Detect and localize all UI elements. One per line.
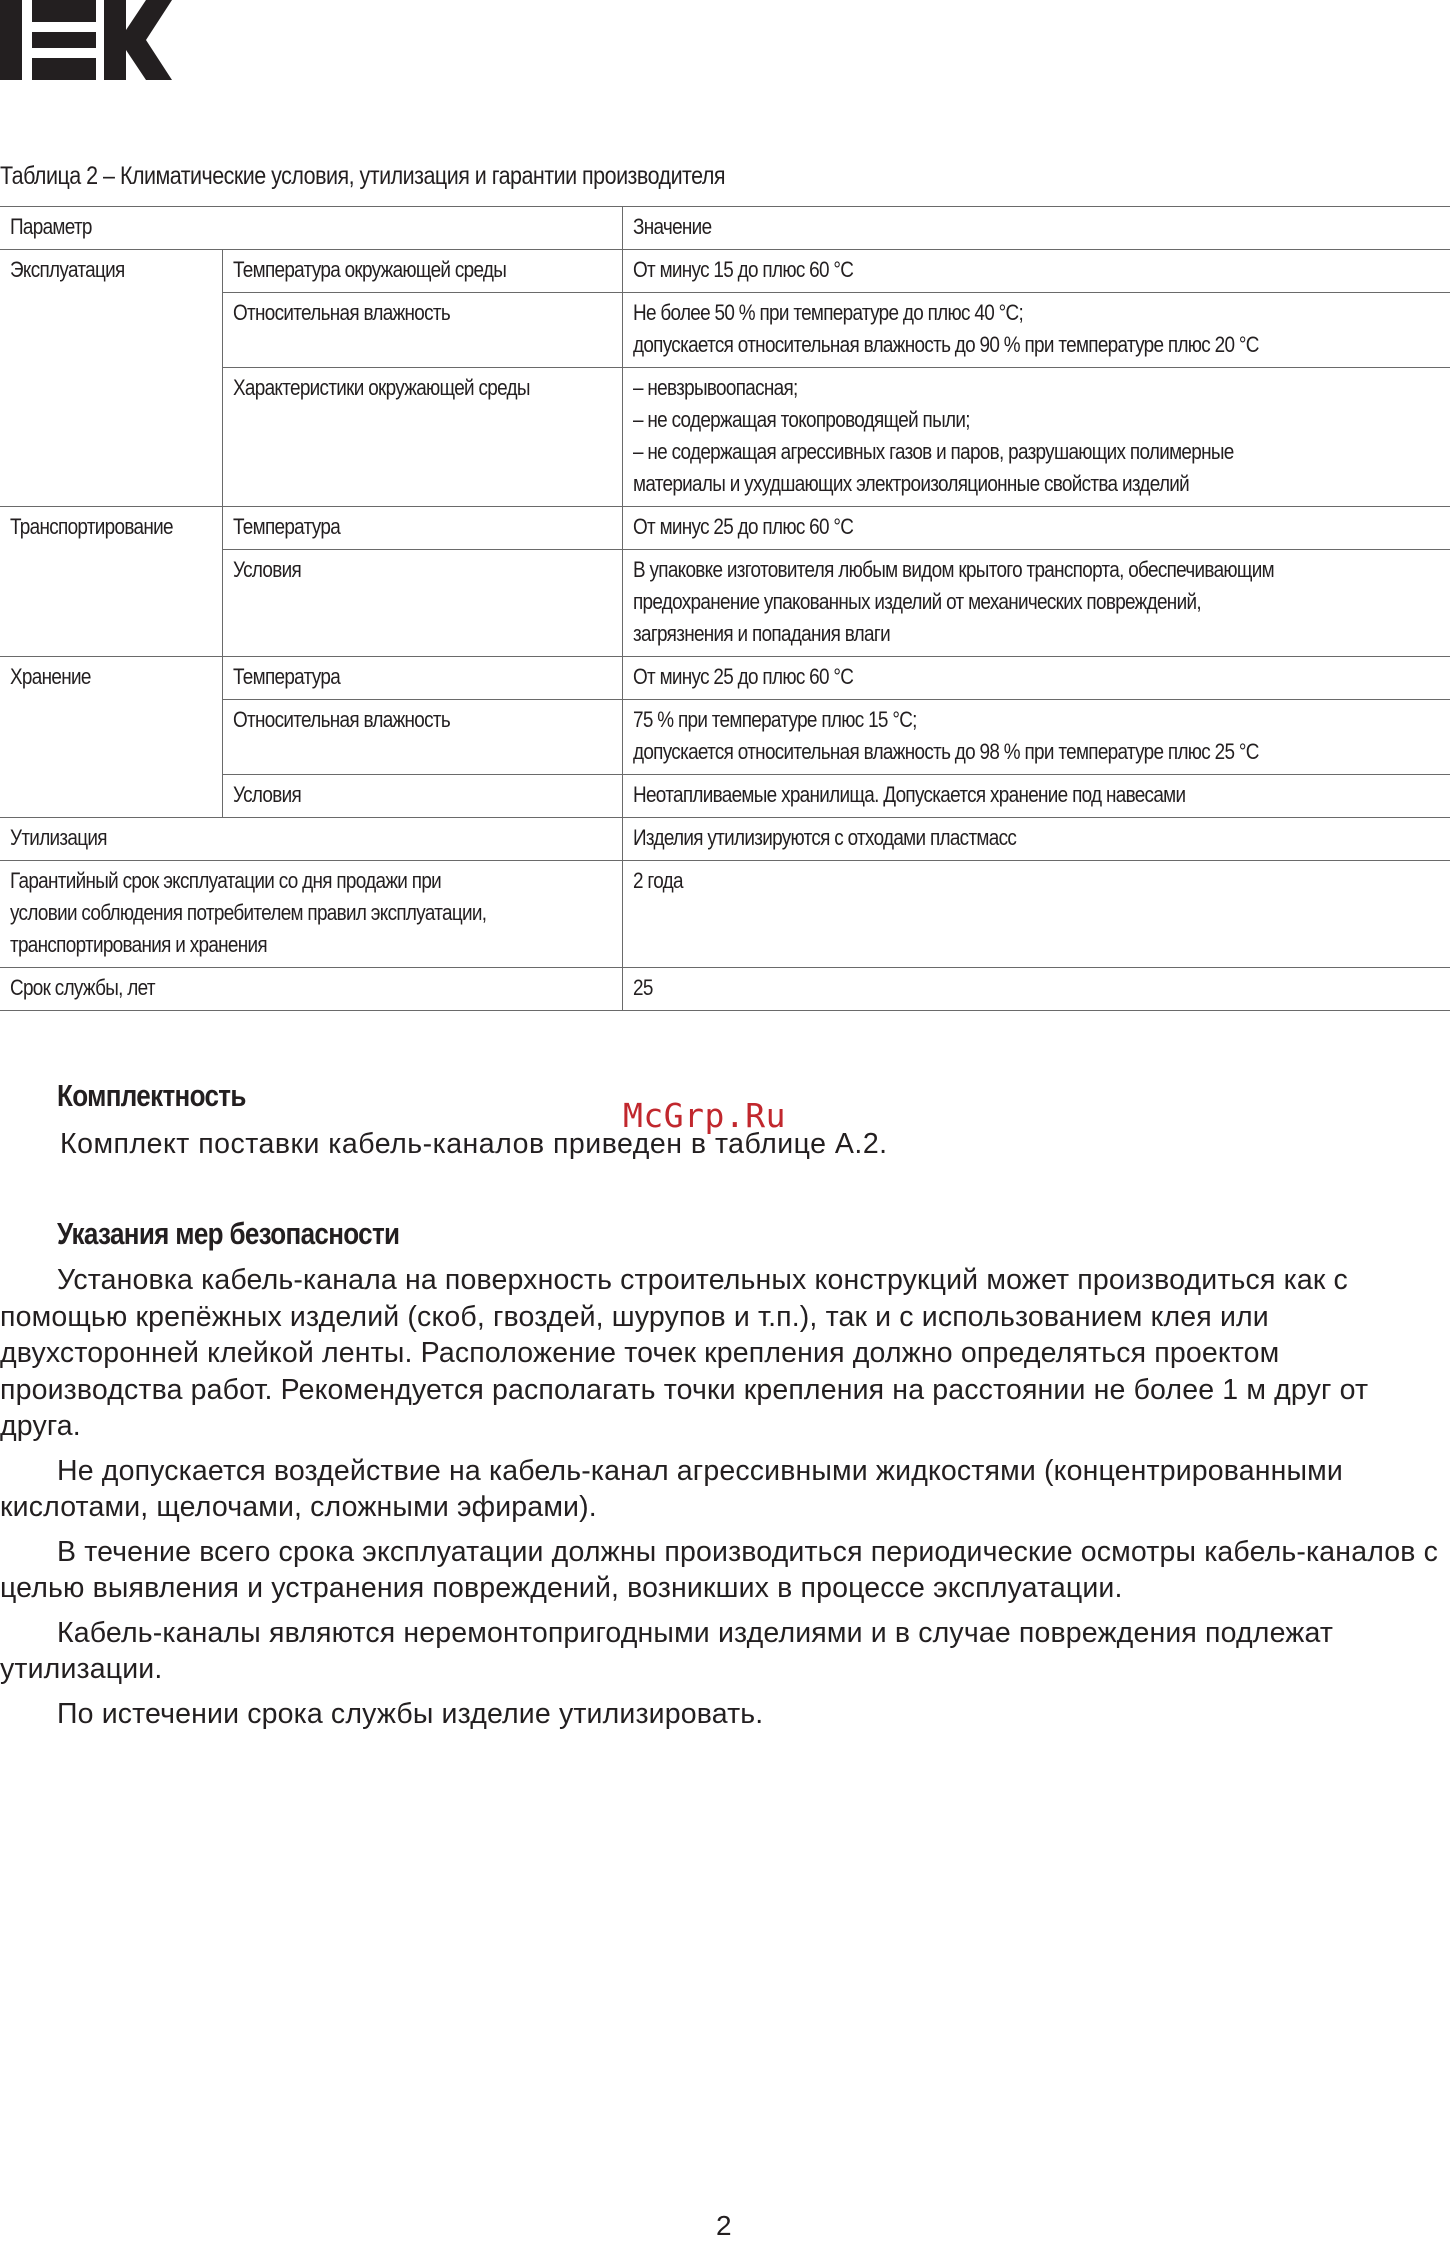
table-row [0,818,1450,861]
value-cell: Изделия утилизируются с отходами пластмасс [622,818,1450,861]
param-cell: Температура [222,507,622,550]
climate-conditions-table [0,206,1450,1011]
safety-paragraph: Не допускается воздействие на кабель-канал агрессивными жидкостями (концентрированными кислотами, щелочами, сложными эфирами). [0,1454,1343,1523]
param-cell: Условия [222,775,622,818]
param-cell: Характеристики окружающей среды [222,368,622,507]
param-cell: Температура окружающей среды [222,250,622,293]
page-number: 2 [716,2210,732,2241]
operation-group-label: Эксплуатация [0,250,222,507]
safety-body [0,1262,1450,1740]
transport-group-label: Транспортирование [0,507,222,657]
value-cell: В упаковке изготовителя любым видом крытого транспорта, обеспечивающим предохранение упакованных изделий от механических повреждений, загрязнения и попадания влаги [622,550,1450,657]
value-cell: Неотапливаемые хранилища. Допускается хранение под навесами [622,775,1450,818]
value-cell: – невзрывоопасная; – не содержащая токопроводящей пыли; – не содержащая агрессивных газов и паров, разрушающих полимерные материалы и ухудшающих электроизоляционные свойства изделий [622,368,1450,507]
header-value: Значение [622,207,1450,250]
table-row [0,657,1450,700]
table-row [0,250,1450,293]
value-cell: От минус 25 до плюс 60 °C [622,507,1450,550]
safety-paragraph: Кабель-каналы являются неремонтопригодными изделиями и в случае повреждения подлежат утилизации. [0,1616,1334,1685]
table-row [0,507,1450,550]
param-cell: Гарантийный срок эксплуатации со дня продажи при условии соблюдения потребителем правил эксплуатации, транспортирования и хранения [0,861,622,968]
param-cell: Относительная влажность [222,293,622,368]
param-cell: Относительная влажность [222,700,622,775]
value-cell: Не более 50 % при температуре до плюс 40 °C; допускается относительная влажность до 90 % при температуре плюс 20 °C [622,293,1450,368]
watermark: McGrp.Ru [623,1096,786,1135]
completeness-heading: Комплектность [57,1078,246,1113]
safety-paragraph: Установка кабель-канала на поверхность строительных конструкций может производиться как с помощью крепёжных изделий (скоб, гвоздей, шурупов и т.п.), так и с использованием клея или двухсторонней клейкой ленты. Расположение точек крепления должно определяться проектом производства работ. Рекомендуется располагать точки крепления на расстоянии не более 1 м друг от друга. [0,1264,1369,1442]
param-cell: Условия [222,550,622,657]
table-row [0,968,1450,1011]
value-cell: От минус 25 до плюс 60 °C [622,657,1450,700]
safety-paragraph: В течение всего срока эксплуатации должны производиться периодические осмотры кабель-каналов с целью выявления и устранения повреждений, возникших в процессе эксплуатации. [0,1535,1439,1604]
safety-heading: Указания мер безопасности [57,1216,400,1251]
table-row [0,861,1450,968]
value-cell: От минус 15 до плюс 60 °C [622,250,1450,293]
table-header-row [0,207,1450,250]
value-cell: 2 года [622,861,1450,968]
iek-logo [0,0,172,80]
storage-group-label: Хранение [0,657,222,818]
value-cell: 25 [622,968,1450,1011]
completeness-text: Комплект поставки кабель-каналов приведен в таблице А.2. [60,1128,888,1160]
header-param: Параметр [0,207,622,250]
param-cell: Температура [222,657,622,700]
param-cell: Срок службы, лет [0,968,622,1011]
value-cell: 75 % при температуре плюс 15 °C; допускается относительная влажность до 98 % при температуре плюс 25 °C [622,700,1450,775]
table-caption: Таблица 2 – Климатические условия, утилизация и гарантии производителя [0,162,726,190]
safety-paragraph: По истечении срока службы изделие утилизировать. [57,1697,764,1730]
param-cell: Утилизация [0,818,622,861]
